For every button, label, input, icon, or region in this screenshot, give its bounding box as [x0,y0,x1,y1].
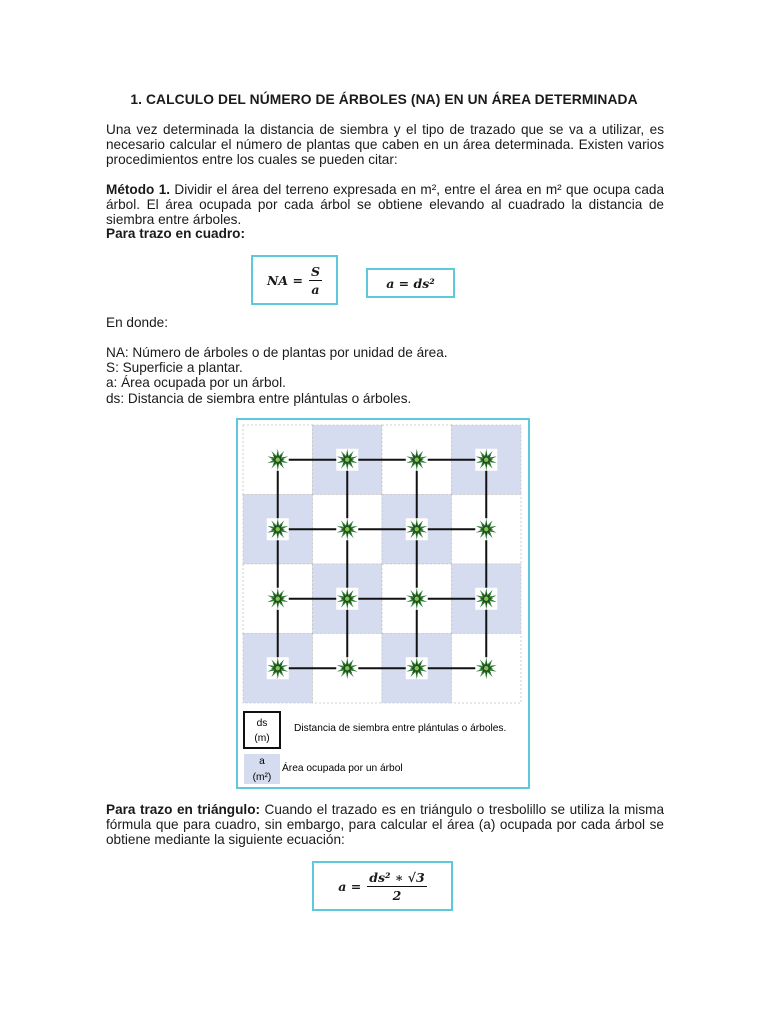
tree-icon [336,657,358,679]
metodo1-text: Dividir el área del terreno expresada en m², entre el área en m² que ocupa cada árbol. El área ocupada por cada árbol se obtiene elevando al cuadrado la distancia de siembra entre árboles. [106,182,665,228]
tree-icon [267,588,289,610]
triangulo-paragraph [106,802,664,848]
tree-icon [267,657,289,679]
en-donde: En donde: [106,315,168,330]
tree-icon [475,588,497,610]
formula-tri-lhs: a = [338,878,362,894]
definition-ds: ds: Distancia de siembra entre plántulas o árboles. [106,390,412,406]
formula-na-denominator: a [311,281,320,297]
metodo1-label: Método 1. [106,182,171,197]
formula-tri-box [312,861,453,911]
tree-icon [267,518,289,540]
triangulo-text: Cuando el trazado es en triángulo o tresbolillo se utiliza la misma fórmula que para cuadro, sin embargo, para calcular el área (a) ocupada por cada árbol se obtiene mediante la siguiente ecuación: [106,802,664,848]
formula-na-fraction [309,264,322,297]
tree-icon [475,657,497,679]
tree-icon [336,518,358,540]
intro-text: Una vez determinada la distancia de siembra y el tipo de trazado que se va a utilizar, es necesario calcular el número de plantas que caben en un área determinada. Existen varios procedimientos entre los cuales se pueden citar: [106,122,664,168]
legend-ds [244,712,506,748]
formula-na-numerator: S [310,263,320,279]
tree-icon [406,657,428,679]
triangulo-label: Para trazo en triángulo: [106,802,261,817]
planting-diagram-frame [236,418,530,789]
formula-na-box [251,255,338,305]
definitions-list [106,345,664,406]
tree-icon [336,588,358,610]
tree-icon [267,449,289,471]
definition-a: a: Área ocupada por un árbol. [106,375,286,391]
formula-a-text: a = ds² [386,275,435,291]
tree-icon [406,449,428,471]
legend-ds-label: ds [256,718,268,729]
para-cuadro-heading: Para trazo en cuadro: [106,226,245,241]
metodo1-paragraph [106,182,664,228]
legend-a-label: a [259,756,265,767]
legend-ds-unit: (m) [254,733,270,744]
legend-a [244,754,403,784]
legend-a-unit: (m²) [252,772,272,783]
page-title: 1. CALCULO DEL NÚMERO DE ÁRBOLES (NA) EN UN ÁREA DETERMINADA [130,92,638,107]
formula-na-lhs: NA = [267,272,303,288]
formula-tri-denominator: 2 [392,887,402,903]
tree-icon [406,588,428,610]
formula-tri-fraction [367,870,427,903]
definition-na: NA: Número de árboles o de plantas por unidad de área. [106,345,448,360]
formula-a-box [366,268,455,298]
tree-icon [336,449,358,471]
legend-a-text: Área ocupada por un árbol [282,763,403,774]
tree-icon [475,518,497,540]
tree-icon [475,449,497,471]
planting-grid-svg [238,420,528,787]
tree-icon [406,518,428,540]
legend-ds-text: Distancia de siembra entre plántulas o árboles. [294,723,507,734]
intro-paragraph [106,122,664,168]
definition-s: S: Superficie a plantar. [106,360,243,376]
formula-tri-numerator: ds² ∗ √3 [369,869,425,885]
